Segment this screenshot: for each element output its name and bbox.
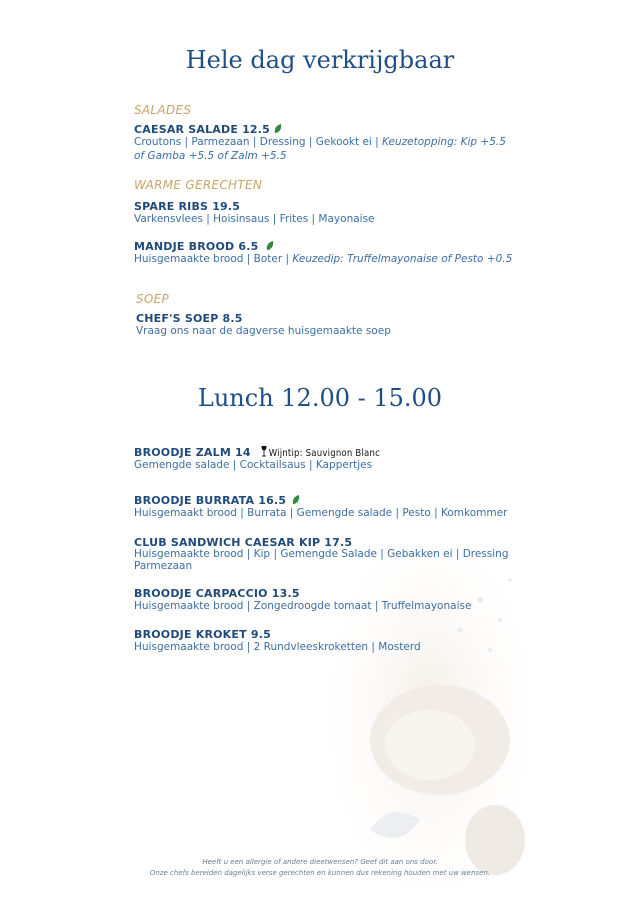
- item-description: Varkensvlees | Hoisinsaus | Frites | Mayonaise: [134, 213, 375, 225]
- item-description: Vraag ons naar de dagverse huisgemaakte soep: [136, 325, 391, 337]
- item-name: CLUB SANDWICH CAESAR KIP 17.5: [134, 536, 353, 549]
- footer-allergy-line: Heeft u een allergie of andere dieetwensen? Geef dit aan ons door.: [202, 858, 438, 866]
- section-title-all-day: Hele dag verkrijgbaar: [185, 46, 455, 74]
- footer-note: [0, 857, 640, 878]
- item-name: SPARE RIBS 19.5: [134, 200, 241, 213]
- menu-item-chefs-soep: [136, 312, 516, 339]
- wine-tip-text: Wijntip: Sauvignon Blanc: [268, 448, 380, 459]
- item-description: Huisgemaakte brood | Kip | Gemengde Salade | Gebakken ei | Dressing Parmezaan: [134, 548, 509, 572]
- menu-item-broodje-carpaccio: [134, 587, 514, 614]
- menu-item-mandje-brood: [134, 240, 514, 267]
- wine-tip: [261, 448, 380, 459]
- category-salades: SALADES: [134, 103, 192, 117]
- item-description: Gemengde salade | Cocktailsaus | Kappertjes: [134, 459, 373, 471]
- item-description: Huisgemaakte brood | 2 Rundvleeskroketten | Mosterd: [134, 641, 421, 653]
- menu-item-club-sandwich: [134, 536, 514, 572]
- category-warme-gerechten: WARME GERECHTEN: [134, 178, 263, 192]
- item-name: BROODJE CARPACCIO 13.5: [134, 587, 300, 600]
- item-name: BROODJE KROKET 9.5: [134, 628, 271, 641]
- footer-chefs-line: Onze chefs bereiden dagelijks verse gerechten en kunnen dus rekening houden met uw wensen.: [149, 868, 491, 877]
- item-description: Huisgemaakt brood | Burrata | Gemengde salade | Pesto | Komkommer: [134, 507, 508, 519]
- leaf-icon: [266, 241, 274, 251]
- item-dip-choice: Keuzedip: Truffelmayonaise of Pesto +0.5: [292, 253, 513, 265]
- menu-item-broodje-kroket: [134, 628, 514, 655]
- leaf-icon: [292, 495, 300, 505]
- item-description: Huisgemaakte brood | Boter |: [134, 253, 290, 265]
- item-name: CAESAR SALADE 12.5: [134, 123, 271, 136]
- item-name: BROODJE BURRATA 16.5: [134, 494, 287, 507]
- wine-glass-icon: [261, 446, 267, 457]
- menu-item-spare-ribs: [134, 200, 514, 227]
- item-name: CHEF'S SOEP 8.5: [136, 312, 243, 325]
- category-soep: SOEP: [136, 292, 170, 306]
- menu-item-caesar-salade: [134, 123, 514, 163]
- item-name: BROODJE ZALM 14: [134, 446, 251, 459]
- item-topping-choice: Keuzetopping: Kip +5.5 of Gamba +5.5 of Zalm +5.5: [134, 136, 506, 162]
- section-title-lunch: Lunch 12.00 - 15.00: [197, 384, 443, 412]
- item-name: MANDJE BROOD 6.5: [134, 240, 259, 253]
- item-description: Huisgemaakte brood | Zongedroogde tomaat | Truffelmayonaise: [134, 600, 472, 612]
- item-description: Croutons | Parmezaan | Dressing | Gekookt ei |: [134, 136, 379, 148]
- leaf-icon: [274, 124, 282, 134]
- menu-item-broodje-burrata: [134, 494, 514, 521]
- menu-item-broodje-zalm: [134, 446, 514, 473]
